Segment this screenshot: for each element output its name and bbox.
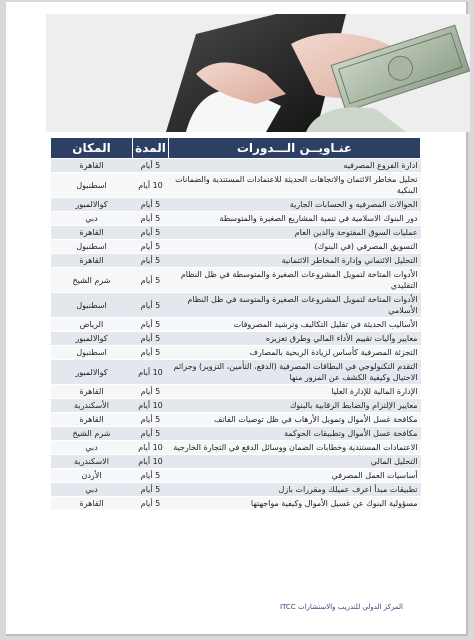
table-row: [51, 427, 421, 441]
table-row: [51, 240, 421, 254]
course-duration-cell: 5 أيام: [133, 413, 169, 427]
course-title-cell: التحليل المالي: [169, 455, 421, 469]
course-duration-cell: 5 أيام: [133, 268, 169, 293]
course-title-cell: معايير الإلتزام والضابط الرقابية بالبنوك: [169, 399, 421, 413]
table-row: [51, 254, 421, 268]
course-location-cell: اسطنبول: [51, 346, 133, 360]
course-duration-cell: 10 أيام: [133, 441, 169, 455]
course-duration-cell: 5 أيام: [133, 469, 169, 483]
course-duration-cell: 5 أيام: [133, 212, 169, 226]
course-title-cell: الإدارة المالية للإدارة العليا: [169, 385, 421, 399]
course-location-cell: دبي: [51, 483, 133, 497]
course-duration-cell: 10 أيام: [133, 173, 169, 198]
course-location-cell: اسطنبول: [51, 240, 133, 254]
course-title-cell: معايير وآليات تقييم الأداء المالي وطرق تعزيزه: [169, 332, 421, 346]
table-row: [51, 318, 421, 332]
course-title-cell: الحوالات المصرفيه و الحسابات الجارية: [169, 198, 421, 212]
course-duration-cell: 5 أيام: [133, 198, 169, 212]
table-row: [51, 268, 421, 293]
course-location-cell: القاهرة: [51, 159, 133, 173]
course-title-cell: الاعتمادات المستندية وخطابات الضمان ووسائل الدفع في التجارة الخارجية: [169, 441, 421, 455]
column-header-duration: المدة: [133, 138, 169, 159]
course-location-cell: اسطنبول: [51, 293, 133, 318]
courses-table: [50, 137, 421, 511]
table-row: [51, 441, 421, 455]
table-row: [51, 399, 421, 413]
course-duration-cell: 5 أيام: [133, 332, 169, 346]
course-duration-cell: 5 أيام: [133, 497, 169, 511]
table-row: [51, 173, 421, 198]
table-row: [51, 360, 421, 385]
course-duration-cell: 5 أيام: [133, 293, 169, 318]
course-location-cell: شرم الشيخ: [51, 427, 133, 441]
table-row: [51, 346, 421, 360]
course-title-cell: التقدم التكنولوجي في البطاقات المصرفية (الدفع، التأمين، التزوير) وجرائم الاحتيال وكيفية الكشف عن المزور منها: [169, 360, 421, 385]
money-handshake-image: [46, 14, 470, 132]
course-duration-cell: 5 أيام: [133, 427, 169, 441]
table-row: [51, 293, 421, 318]
table-header-row: [51, 138, 421, 159]
table-row: [51, 385, 421, 399]
column-header-location: المكان: [51, 138, 133, 159]
course-title-cell: الأدوات المتاحة لتمويل المشروعات الصغيرة والمتوسة في ظل النظام الأسلامي: [169, 293, 421, 318]
table-row: [51, 198, 421, 212]
course-location-cell: القاهرة: [51, 385, 133, 399]
course-title-cell: ادارة الفروع المصرفيه: [169, 159, 421, 173]
course-duration-cell: 5 أيام: [133, 240, 169, 254]
course-location-cell: القاهرة: [51, 497, 133, 511]
course-location-cell: دبي: [51, 212, 133, 226]
table-row: [51, 413, 421, 427]
course-location-cell: الأردن: [51, 469, 133, 483]
table-row: [51, 212, 421, 226]
table-row: [51, 483, 421, 497]
course-duration-cell: 5 أيام: [133, 483, 169, 497]
course-duration-cell: 5 أيام: [133, 318, 169, 332]
header-photo: [46, 14, 470, 132]
course-duration-cell: 5 أيام: [133, 226, 169, 240]
course-title-cell: دور البنوك الاسلامية في تنمية المشاريع الصغيرة والمتوسطة: [169, 212, 421, 226]
course-title-cell: أساسيات العمل المصرفي: [169, 469, 421, 483]
column-header-title: عنـاويــن الـــدورات: [169, 138, 421, 159]
table-row: [51, 497, 421, 511]
table-row: [51, 455, 421, 469]
course-location-cell: القاهرة: [51, 226, 133, 240]
course-location-cell: دبي: [51, 441, 133, 455]
course-location-cell: اسطنبول: [51, 173, 133, 198]
course-location-cell: كوالالمبور: [51, 198, 133, 212]
course-location-cell: شرم الشيخ: [51, 268, 133, 293]
course-location-cell: كوالالمبور: [51, 332, 133, 346]
table-row: [51, 226, 421, 240]
course-duration-cell: 10 أيام: [133, 360, 169, 385]
course-duration-cell: 5 أيام: [133, 159, 169, 173]
course-location-cell: الرياض: [51, 318, 133, 332]
course-title-cell: تحليل مخاطر الائتمان والاتجاهات الحديثة للاعتمادات المستندية والضمانات البنكية: [169, 173, 421, 198]
courses-table-body: [51, 159, 421, 511]
table-row: [51, 159, 421, 173]
footer-organization-name: المركز الدولي للتدريب والاستشارات ITCC: [280, 603, 403, 611]
course-location-cell: القاهرة: [51, 254, 133, 268]
course-duration-cell: 5 أيام: [133, 385, 169, 399]
course-location-cell: القاهرة: [51, 413, 133, 427]
course-title-cell: عمليات السوق المفتوحة والدين العام: [169, 226, 421, 240]
course-title-cell: التجزئة المصرفية كأساس لزيادة الربحية بالمصارف: [169, 346, 421, 360]
table-row: [51, 469, 421, 483]
course-title-cell: الأدوات المتاحة لتمويل المشروعات الصغيرة والمتوسطة في ظل النظام التقليدي: [169, 268, 421, 293]
course-title-cell: الأساليب الحديثة في تقليل التكاليف وترشيد المصروفات: [169, 318, 421, 332]
course-title-cell: مسؤولية البنوك عن غسيل الأموال وكيفية مواجهتها: [169, 497, 421, 511]
course-location-cell: الاسكندرية: [51, 455, 133, 469]
course-title-cell: التسويق المصرفي (في البنوك): [169, 240, 421, 254]
course-duration-cell: 5 أيام: [133, 254, 169, 268]
course-duration-cell: 10 أيام: [133, 455, 169, 469]
course-title-cell: مكافحة غسل الأموال وتطبيقات الحوكمة: [169, 427, 421, 441]
course-duration-cell: 10 أيام: [133, 399, 169, 413]
course-location-cell: الأسكندرية: [51, 399, 133, 413]
course-title-cell: مكافحة غسل الأموال وتمويل الأرهاب في ظل توصيات الفاتف: [169, 413, 421, 427]
course-duration-cell: 5 أيام: [133, 346, 169, 360]
table-row: [51, 332, 421, 346]
course-title-cell: التحليل الائتماني وإدارة المخاطر الائتمانية: [169, 254, 421, 268]
course-title-cell: تطبيقات مبدأ اعرف عميلك ومقررات بازل: [169, 483, 421, 497]
course-location-cell: كوالالمبور: [51, 360, 133, 385]
